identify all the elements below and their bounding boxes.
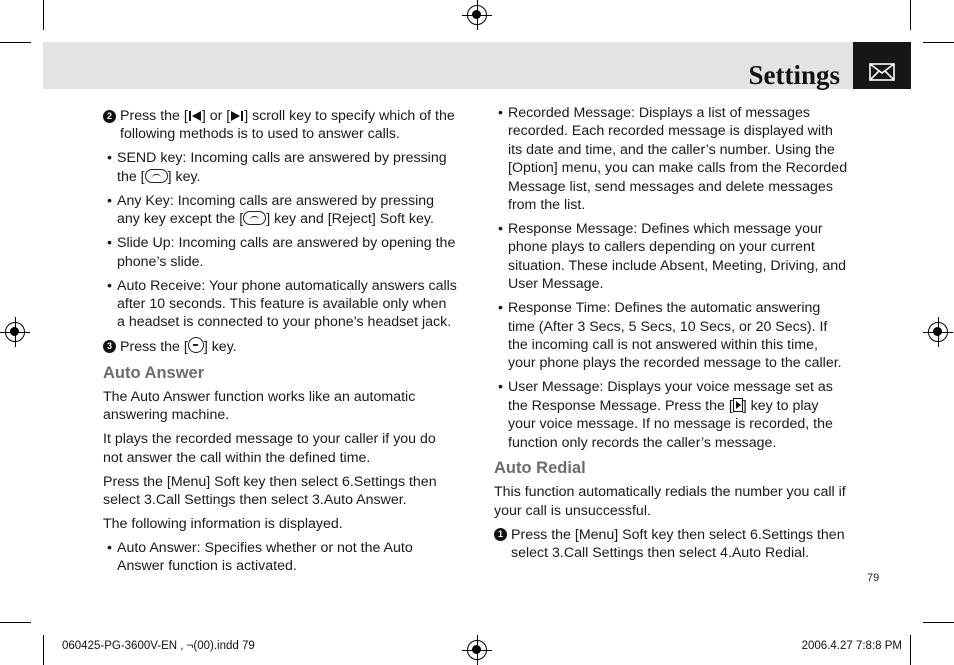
registration-mark-icon	[928, 322, 948, 342]
play-key-icon	[733, 398, 743, 412]
envelope-icon	[869, 63, 895, 81]
registration-mark-icon	[467, 640, 487, 660]
paragraph: Press the [Menu] Soft key then select 6.Settings then select 3.Call Settings then select 3.Auto Answer.	[103, 473, 437, 509]
crop-mark	[923, 42, 954, 43]
step-3: 3 Press the [ ] key.	[103, 337, 458, 356]
paragraph: This function automatically redials the number you call if your call is unsuccessful.	[494, 484, 846, 519]
left-column	[103, 107, 458, 581]
crop-mark	[910, 0, 911, 30]
page-title: Settings	[748, 60, 840, 90]
paragraph: The following information is displayed.	[103, 516, 343, 533]
step-1: 1 Press the [Menu] Soft key then select 6.Settings then select 3.Call Settings then select 4.Auto Redial.	[494, 526, 849, 563]
step-number: 2	[103, 110, 116, 123]
section-heading: Auto Redial	[494, 459, 586, 478]
list-item: • SEND key: Incoming calls are answered by pressing the [ ] key.	[107, 150, 447, 185]
list-item: • Auto Answer: Specifies whether or not the Auto Answer function is activated.	[107, 540, 413, 575]
list-item: • Response Message: Defines which message your phone plays to callers depending on your current situation. These include Absent, Meeting, Driving, and User Message.	[498, 221, 847, 293]
scroll-right-icon	[230, 110, 244, 122]
crop-mark	[0, 622, 31, 623]
page-number: 79	[867, 572, 880, 584]
crop-mark	[0, 42, 31, 43]
list-item: • Response Time: Defines the automatic answering time (After 3 Secs, 5 Secs, 10 Secs, or 20 Secs). If the incoming call is not answered within this time, your phone plays the recorded message to the caller.	[498, 300, 842, 372]
registration-mark-icon	[5, 322, 25, 342]
ok-key-icon	[188, 337, 204, 353]
step-number: 3	[103, 340, 116, 353]
list-item: • Any Key: Incoming calls are answered by pressing any key except the [ ] key and [Reject] Soft key.	[107, 192, 435, 228]
list-item: • User Message: Displays your voice message set as the Response Message. Press the [ ] key to play your voice message. If no message is recorded, the function only records the caller’s message.	[498, 379, 833, 451]
step-number: 1	[494, 528, 507, 541]
section-tab	[853, 42, 911, 89]
list-item: • Recorded Message: Displays a list of messages recorded. Each recorded message is displayed with its date and time, and the caller’s number. Using the [Option] menu, you can make calls from the Recorded Message list, send messages and delete messages from the list.	[498, 105, 848, 214]
registration-mark-icon	[467, 5, 487, 25]
paragraph: The Auto Answer function works like an automatic answering machine.	[103, 388, 416, 424]
crop-mark	[43, 635, 44, 665]
end-key-icon	[243, 211, 266, 225]
step-2: 2 Press the [ ] or [ ] scroll key to specify which of the following methods is to used to answer calls.	[103, 107, 458, 144]
section-heading: Auto Answer	[103, 363, 205, 382]
scroll-left-icon	[188, 110, 202, 122]
crop-mark	[910, 635, 911, 665]
list-item: • Slide Up: Incoming calls are answered by opening the phone’s slide.	[107, 235, 456, 270]
footer-timestamp: 2006.4.27 7:8:8 PM	[801, 640, 902, 652]
paragraph: It plays the recorded message to your caller if you do not answer the call within the defined time.	[103, 431, 436, 466]
crop-mark	[923, 622, 954, 623]
right-column	[494, 104, 849, 568]
footer-filename: 060425-PG-3600V-EN , ¬(00).indd 79	[62, 640, 255, 652]
crop-mark	[43, 0, 44, 30]
list-item: • Auto Receive: Your phone automatically answers calls after 10 seconds. This feature is available only when a headset is connected to your phone’s headset jack.	[107, 277, 457, 331]
send-key-icon	[145, 169, 168, 183]
